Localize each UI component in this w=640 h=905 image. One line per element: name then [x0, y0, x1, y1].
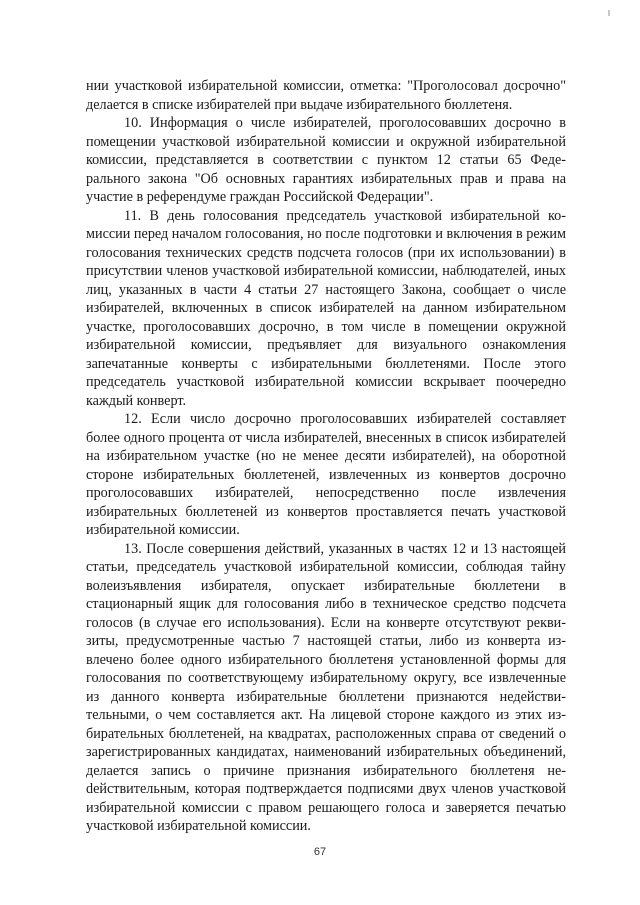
scan-corner-mark — [608, 10, 610, 16]
page-number: 67 — [313, 846, 327, 858]
paragraph-continuation: нии участковой избирательной комиссии, отметка: "Проголосовал досрочно" делается в списке избирателей при выдаче избирательного бюллетеня. — [86, 78, 566, 113]
paragraph-10: 10. Информация о числе избирателей, проголосовавших досрочно в помещении участковой избирательной комиссии и окружной избирательной комиссии, представляется в соответствии с пунктом 12 статьи 65 Федерального закона "Об основных гарантиях избирательных прав и права на участие в референдуме граждан Российской Федерации". — [86, 115, 566, 205]
paragraph-13: 13. После совершения действий, указанных в частях 12 и 13 настоящей статьи, председатель участковой избирательной комиссии, соблюдая тайну волеизъявления избирателя, опускает избирательные бюллетени в стационарный ящик для голосования либо в техническое средство подсчета голосов (в случае его использования). Если на конверте отсутствуют реквизиты, предусмотренные частью 7 настоящей статьи, либо из конверта извлечено более одного избирательного бюллетеня установленной формы для голосования по соответствующему избирательному округу, все извлеченные из данного конверта избирательные бюллетени признаются недействительными, о чем составляется акт. На лицевой стороне каждого из этих избирательных бюллетеней, на квадратах, расположенных справа от сведений о зарегистрированных кандидатах, наименований избирательных объединений, делается запись о причине признания избирательного бюллетеня неdействительным, которая подтверждается подписями двух членов участковой избирательной комиссии с правом решающего голоса и заверяется печатью участковой избирательной комиссии. — [86, 540, 566, 834]
document-body — [86, 77, 566, 836]
paragraph-12: 12. Если число досрочно проголосовавших избирателей составляет более одного процента от числа избирателей, внесенных в список избирателей на избирательном участке (но не менее десяти избирателей), на оборотной стороне избирательных бюллетеней, извлеченных из конвертов досрочно проголосовавших избирателей, непосредственно после извлечения избирательных бюллетеней из конвертов проставляется печать участковой избирательной комиссии. — [86, 411, 566, 538]
paragraph-11: 11. В день голосования председатель участковой избирательной комиссии перед началом голосования, но после подготовки и включения в режим голосования технических средств подсчета голосов (при их использовании) в присутствии членов участковой избирательной комиссии, наблюдателей, иных лиц, указанных в части 4 статьи 27 настоящего Закона, сообщает о числе избирателей, включенных в список избирателей на данном избирательном участке, проголосовавших досрочно, в том числе в помещении окружной избирательной комиссии, предъявляет для визуального ознакомления запечатанные конверты с избирательными бюллетенями. После этого председатель участковой избирательной комиссии вскрывает поочередно каждый конверт. — [86, 207, 566, 409]
